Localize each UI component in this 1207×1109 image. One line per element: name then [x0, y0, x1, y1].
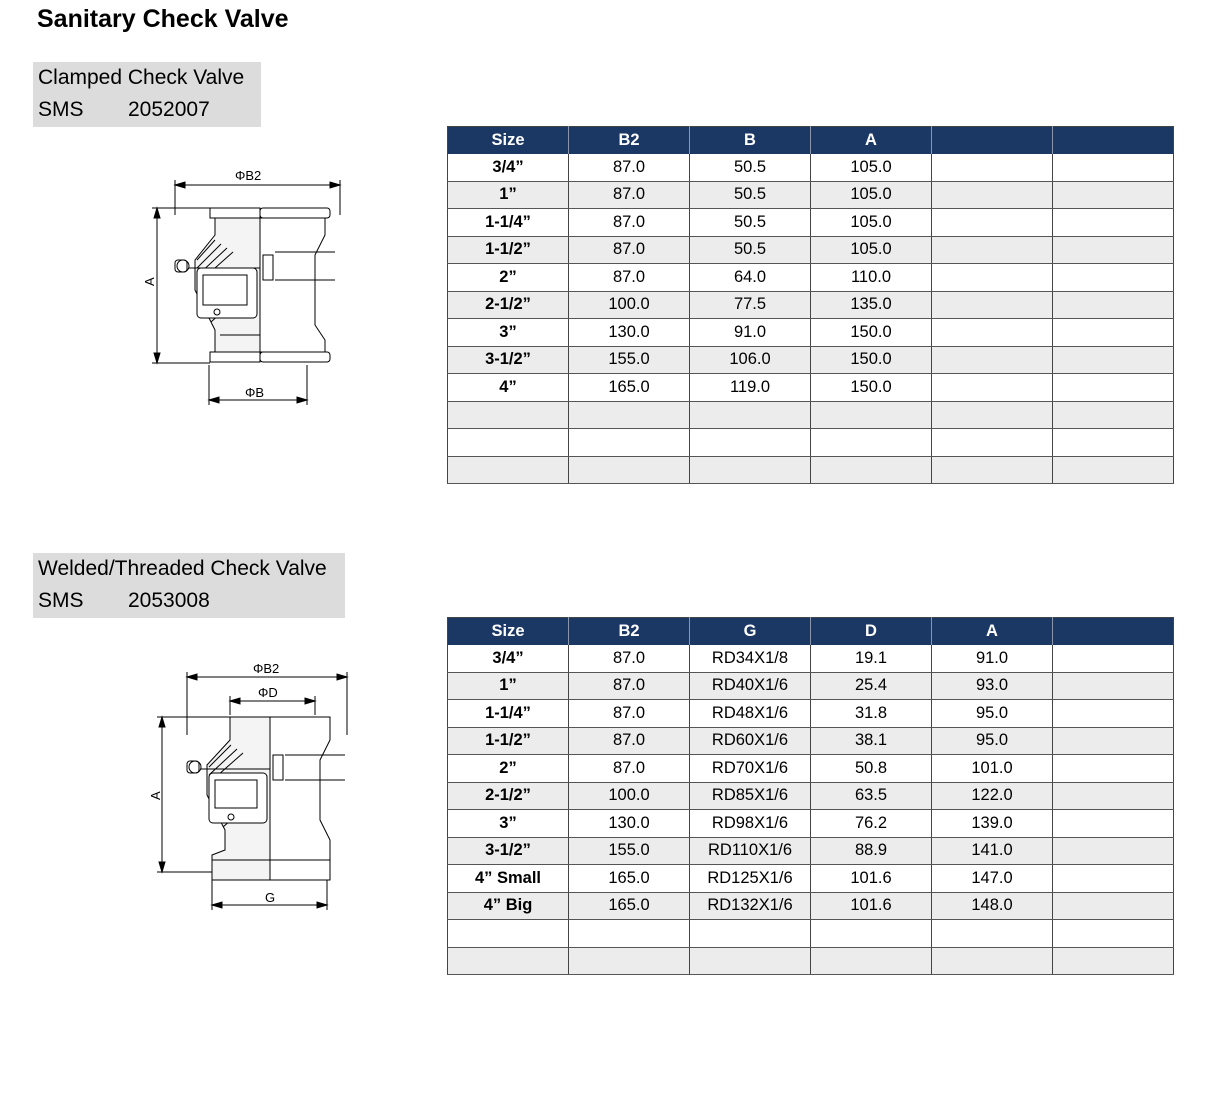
table-row — [448, 700, 1174, 728]
value-cell: 150.0 — [811, 346, 932, 374]
value-cell — [1053, 209, 1174, 237]
value-cell: 87.0 — [569, 645, 690, 672]
size-cell: 1-1/4” — [448, 700, 569, 728]
value-cell — [569, 920, 690, 948]
size-cell — [448, 429, 569, 457]
value-cell: 87.0 — [569, 755, 690, 783]
value-cell — [932, 291, 1053, 319]
value-cell — [1053, 154, 1174, 181]
header-cell: D — [811, 618, 932, 646]
value-cell: 101.6 — [811, 865, 932, 893]
table-row — [448, 755, 1174, 783]
table-body — [448, 154, 1174, 484]
value-cell: 87.0 — [569, 264, 690, 292]
table-row — [448, 920, 1174, 948]
value-cell — [1053, 947, 1174, 975]
value-cell: RD110X1/6 — [690, 837, 811, 865]
value-cell: 87.0 — [569, 727, 690, 755]
header-cell: A — [932, 618, 1053, 646]
table-header-row — [448, 127, 1174, 155]
value-cell: 100.0 — [569, 782, 690, 810]
table-row — [448, 264, 1174, 292]
size-cell — [448, 401, 569, 429]
value-cell — [569, 947, 690, 975]
dim-d-label: ΦD — [258, 685, 278, 700]
header-cell: Size — [448, 127, 569, 155]
table-row — [448, 892, 1174, 920]
table-row — [448, 346, 1174, 374]
size-cell — [448, 456, 569, 484]
value-cell: 141.0 — [932, 837, 1053, 865]
value-cell — [1053, 672, 1174, 700]
value-cell: 150.0 — [811, 319, 932, 347]
value-cell: 135.0 — [811, 291, 932, 319]
section-name: Clamped Check Valve — [38, 66, 245, 89]
value-cell: 165.0 — [569, 892, 690, 920]
size-cell: 2” — [448, 264, 569, 292]
value-cell: 105.0 — [811, 209, 932, 237]
value-cell — [1053, 645, 1174, 672]
value-cell — [1053, 291, 1174, 319]
header-cell: B — [690, 127, 811, 155]
welded-spec-table — [447, 617, 1174, 975]
value-cell: 150.0 — [811, 374, 932, 402]
header-cell — [1053, 127, 1174, 155]
value-cell: 50.5 — [690, 209, 811, 237]
value-cell — [811, 456, 932, 484]
value-cell: 105.0 — [811, 181, 932, 209]
value-cell: 101.6 — [811, 892, 932, 920]
value-cell: RD40X1/6 — [690, 672, 811, 700]
table-row — [448, 456, 1174, 484]
value-cell — [1053, 264, 1174, 292]
value-cell — [1053, 319, 1174, 347]
value-cell: 76.2 — [811, 810, 932, 838]
value-cell: 165.0 — [569, 865, 690, 893]
size-cell: 4” Big — [448, 892, 569, 920]
table-row — [448, 782, 1174, 810]
value-cell: 147.0 — [932, 865, 1053, 893]
value-cell — [1053, 865, 1174, 893]
value-cell: 130.0 — [569, 810, 690, 838]
value-cell: 50.5 — [690, 181, 811, 209]
value-cell: RD48X1/6 — [690, 700, 811, 728]
value-cell: RD70X1/6 — [690, 755, 811, 783]
size-cell: 2-1/2” — [448, 291, 569, 319]
value-cell: 130.0 — [569, 319, 690, 347]
size-cell: 2-1/2” — [448, 782, 569, 810]
section-standard: SMS — [38, 98, 84, 121]
header-cell — [1053, 618, 1174, 646]
value-cell: 119.0 — [690, 374, 811, 402]
value-cell: 122.0 — [932, 782, 1053, 810]
table-row — [448, 401, 1174, 429]
value-cell: 87.0 — [569, 181, 690, 209]
value-cell: 155.0 — [569, 837, 690, 865]
value-cell — [1053, 374, 1174, 402]
value-cell: 31.8 — [811, 700, 932, 728]
dim-a-label: A — [148, 791, 163, 800]
value-cell — [1053, 727, 1174, 755]
value-cell — [811, 401, 932, 429]
table-row — [448, 319, 1174, 347]
clamped-spec-table — [447, 126, 1174, 484]
size-cell: 1” — [448, 672, 569, 700]
value-cell: 88.9 — [811, 837, 932, 865]
table-header-row — [448, 618, 1174, 646]
value-cell: 64.0 — [690, 264, 811, 292]
value-cell — [932, 456, 1053, 484]
section-name: Welded/Threaded Check Valve — [38, 557, 327, 580]
value-cell: 91.0 — [690, 319, 811, 347]
value-cell: RD34X1/8 — [690, 645, 811, 672]
size-cell: 1-1/2” — [448, 236, 569, 264]
size-cell: 3-1/2” — [448, 837, 569, 865]
value-cell: 139.0 — [932, 810, 1053, 838]
table-row — [448, 727, 1174, 755]
dim-b2-label: ΦB2 — [235, 168, 262, 183]
value-cell: 87.0 — [569, 700, 690, 728]
value-cell: RD125X1/6 — [690, 865, 811, 893]
size-cell: 4” — [448, 374, 569, 402]
value-cell: 63.5 — [811, 782, 932, 810]
value-cell: 50.5 — [690, 154, 811, 181]
dim-b-label: ΦB — [245, 385, 265, 400]
table-row — [448, 374, 1174, 402]
value-cell: RD98X1/6 — [690, 810, 811, 838]
welded-label-box — [33, 553, 345, 618]
value-cell — [932, 319, 1053, 347]
value-cell — [1053, 429, 1174, 457]
value-cell — [1053, 810, 1174, 838]
value-cell — [1053, 920, 1174, 948]
value-cell — [690, 456, 811, 484]
table-row — [448, 154, 1174, 181]
value-cell: 50.5 — [690, 236, 811, 264]
value-cell — [932, 209, 1053, 237]
value-cell: 50.8 — [811, 755, 932, 783]
size-cell: 3/4” — [448, 645, 569, 672]
value-cell — [1053, 755, 1174, 783]
value-cell — [932, 374, 1053, 402]
value-cell — [1053, 782, 1174, 810]
table-body — [448, 645, 1174, 975]
dim-b2-label: ΦB2 — [253, 661, 280, 676]
table-row — [448, 645, 1174, 672]
value-cell — [932, 264, 1053, 292]
section-code: 2053008 — [128, 589, 210, 612]
value-cell — [1053, 401, 1174, 429]
value-cell — [1053, 236, 1174, 264]
value-cell: 110.0 — [811, 264, 932, 292]
welded-valve-drawing — [145, 655, 365, 915]
value-cell: RD85X1/6 — [690, 782, 811, 810]
value-cell — [1053, 456, 1174, 484]
value-cell — [1053, 837, 1174, 865]
value-cell — [1053, 700, 1174, 728]
value-cell — [569, 401, 690, 429]
table-row — [448, 837, 1174, 865]
value-cell — [932, 181, 1053, 209]
value-cell: RD60X1/6 — [690, 727, 811, 755]
table-row — [448, 429, 1174, 457]
dim-g-label: G — [265, 890, 276, 905]
table-row — [448, 209, 1174, 237]
size-cell: 3/4” — [448, 154, 569, 181]
value-cell — [811, 947, 932, 975]
dim-a-label: A — [142, 277, 157, 286]
header-cell: A — [811, 127, 932, 155]
value-cell — [811, 920, 932, 948]
header-cell: G — [690, 618, 811, 646]
value-cell: 25.4 — [811, 672, 932, 700]
value-cell: 77.5 — [690, 291, 811, 319]
value-cell — [569, 429, 690, 457]
value-cell — [690, 920, 811, 948]
value-cell — [932, 947, 1053, 975]
size-cell: 3” — [448, 810, 569, 838]
clamped-valve-drawing — [135, 160, 355, 410]
table-row — [448, 810, 1174, 838]
value-cell: 87.0 — [569, 209, 690, 237]
value-cell — [932, 920, 1053, 948]
value-cell — [690, 429, 811, 457]
clamped-label-box — [33, 62, 261, 127]
value-cell: 101.0 — [932, 755, 1053, 783]
size-cell: 1” — [448, 181, 569, 209]
value-cell — [932, 236, 1053, 264]
value-cell: 105.0 — [811, 236, 932, 264]
value-cell: 19.1 — [811, 645, 932, 672]
size-cell — [448, 947, 569, 975]
size-cell: 4” Small — [448, 865, 569, 893]
size-cell: 3” — [448, 319, 569, 347]
value-cell — [932, 401, 1053, 429]
table-row — [448, 236, 1174, 264]
table-row — [448, 181, 1174, 209]
value-cell: 155.0 — [569, 346, 690, 374]
header-cell: Size — [448, 618, 569, 646]
value-cell — [690, 401, 811, 429]
value-cell — [811, 429, 932, 457]
page-title: Sanitary Check Valve — [37, 5, 289, 33]
value-cell: 95.0 — [932, 700, 1053, 728]
value-cell: 87.0 — [569, 154, 690, 181]
header-cell: B2 — [569, 618, 690, 646]
value-cell — [1053, 181, 1174, 209]
table-row — [448, 672, 1174, 700]
size-cell: 1-1/4” — [448, 209, 569, 237]
value-cell: 100.0 — [569, 291, 690, 319]
value-cell — [690, 947, 811, 975]
header-cell — [932, 127, 1053, 155]
value-cell: 38.1 — [811, 727, 932, 755]
value-cell — [1053, 892, 1174, 920]
value-cell — [1053, 346, 1174, 374]
size-cell: 3-1/2” — [448, 346, 569, 374]
size-cell: 1-1/2” — [448, 727, 569, 755]
value-cell — [569, 456, 690, 484]
section-code: 2052007 — [128, 98, 210, 121]
header-cell: B2 — [569, 127, 690, 155]
value-cell: 148.0 — [932, 892, 1053, 920]
value-cell — [932, 346, 1053, 374]
size-cell — [448, 920, 569, 948]
value-cell: RD132X1/6 — [690, 892, 811, 920]
value-cell — [932, 429, 1053, 457]
table-row — [448, 865, 1174, 893]
value-cell: 87.0 — [569, 236, 690, 264]
value-cell — [932, 154, 1053, 181]
value-cell: 87.0 — [569, 672, 690, 700]
value-cell: 91.0 — [932, 645, 1053, 672]
value-cell: 165.0 — [569, 374, 690, 402]
size-cell: 2” — [448, 755, 569, 783]
table-row — [448, 291, 1174, 319]
section-standard: SMS — [38, 589, 84, 612]
value-cell: 95.0 — [932, 727, 1053, 755]
value-cell: 105.0 — [811, 154, 932, 181]
value-cell: 93.0 — [932, 672, 1053, 700]
table-row — [448, 947, 1174, 975]
value-cell: 106.0 — [690, 346, 811, 374]
